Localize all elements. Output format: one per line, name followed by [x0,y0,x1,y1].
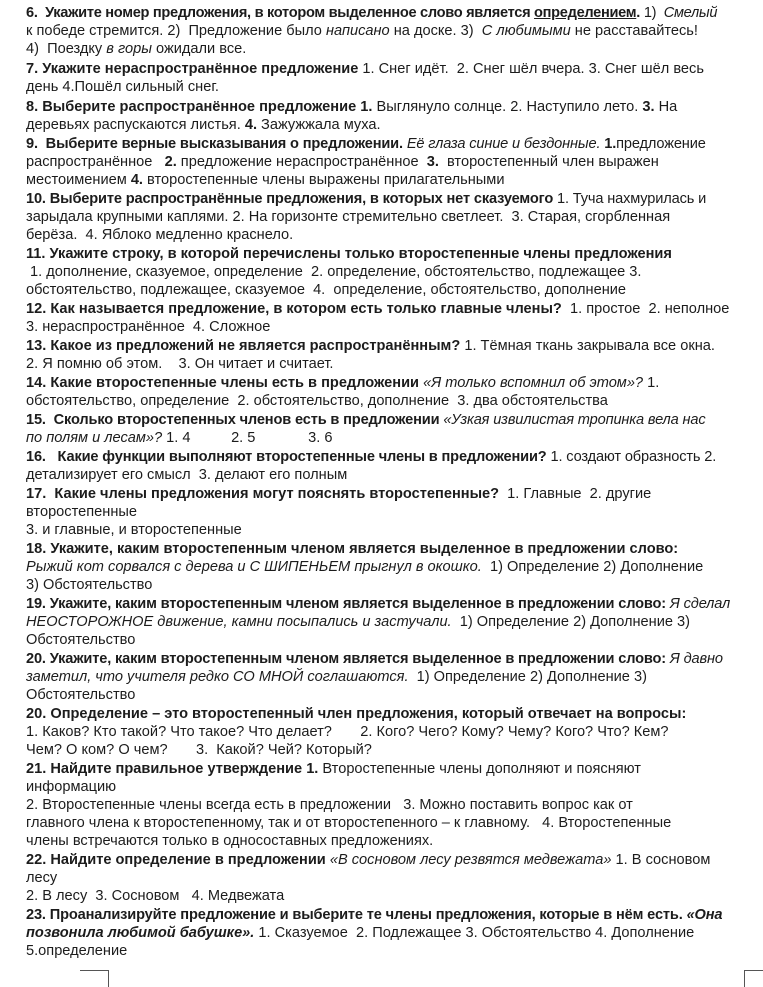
text-segment: в горы [106,41,152,57]
text-segment: второстепенные [26,504,137,520]
text-line [26,686,749,704]
text-line [26,263,749,281]
text-segment: Чем? О ком? О чем? 3. Какой? Чей? Который? [26,742,372,758]
text-line [26,613,749,631]
text-segment: Обстоятельство [26,632,136,648]
text-segment: 19. Укажите, каким второстепенным членом является выделенное в предложении слово: [26,596,670,612]
text-segment: 17. Какие члены предложения могут пояснять второстепенные? [26,486,500,502]
text-line [26,429,749,447]
text-segment: 1. Каков? Кто такой? Что такое? Что делает? 2. Кого? Чего? Кому? Чему? Кого? Что? Кем? [26,724,669,740]
text-line [26,60,749,78]
text-line [26,153,749,171]
text-segment: Я сделал [669,596,731,612]
text-segment: НЕОСТОРОЖНОЕ движение, камни посыпались и застучали. [26,614,452,630]
text-segment: на доске. 3) [389,23,482,39]
text-segment: 5.определение [26,943,128,959]
text-line [26,374,749,392]
text-segment: С любимыми [481,23,571,39]
text-segment: 7. Укажите нераспространённое предложение [26,61,359,77]
text-segment: 4) Поездку [26,41,107,57]
text-segment: Выглянуло солнце. 2. Наступило лето. [372,99,643,115]
text-line [26,814,749,832]
text-segment: 1. дополнение, сказуемое, определение 2. определение, обстоятельство, подлежащее 3. [26,264,642,280]
text-segment: «Я только вспомнил об этом»? [423,375,644,391]
text-segment: написано [325,23,390,39]
text-segment: 1. Туча нахмурилась и [553,191,707,207]
page-corner-mark-right [744,970,763,987]
text-segment: 18. Укажите, каким второстепенным членом является выделенное в предложении слово: [26,541,679,557]
text-line [26,558,749,576]
text-line [26,778,749,796]
text-segment: распространённое [26,154,165,170]
text-segment: 4. [244,117,257,133]
text-line [26,631,749,649]
text-line [26,171,749,189]
text-segment: не расставайтесь! [570,23,698,39]
text-line [26,832,749,850]
text-line [26,650,749,668]
text-segment: по полям и лесам»? [26,430,163,446]
text-line [26,942,749,960]
text-line [26,906,749,924]
text-line [26,411,749,429]
text-line [26,318,749,336]
text-segment: 20. Укажите, каким второстепенным членом является выделенное в предложении слово: [26,651,670,667]
text-segment: 1. 4 2. 5 3. 6 [162,430,333,446]
text-line [26,741,749,759]
text-segment: 23. Проанализируйте предложение и выберите те члены предложения, которые в нём есть. [26,907,687,923]
text-segment: «Узкая извилистая тропинка вела нас [443,412,706,428]
text-line [26,540,749,558]
text-line [26,98,749,116]
text-segment: 3. [642,99,655,115]
text-segment: 1. Тёмная ткань закрывала все окна. [460,338,715,354]
text-segment: 16. Какие функции выполняют второстепенные члены в предложении? [26,449,547,465]
text-segment: члены встречаются только в односоставных предложениях. [26,833,434,849]
text-line [26,300,749,318]
text-line [26,466,749,484]
text-segment: позвонила любимой бабушке». [26,925,255,941]
text-segment: 1. создают образность 2. [546,449,717,465]
text-line [26,281,749,299]
text-segment: Зажужжала муха. [257,117,381,133]
text-segment: местоимением [26,172,131,188]
text-line [26,924,749,942]
text-segment: 4. [130,172,143,188]
text-segment: обстоятельство, подлежащее, сказуемое 4. определение, обстоятельство, дополнение [26,282,627,298]
text-segment: 3. [426,154,439,170]
text-line [26,705,749,723]
text-segment: Я давно [669,651,723,667]
text-segment: 1) Определение 2) Дополнение 3) [408,669,647,685]
text-line [26,760,749,778]
text-line [26,78,749,96]
text-segment: 1. Сказуемое 2. Подлежащее 3. Обстоятельство 4. Дополнение [254,925,695,941]
text-segment: главного члена к второстепенному, так и от второстепенного – к главному. 4. Второстепенные [26,815,672,831]
text-line [26,355,749,373]
text-segment: На [654,99,678,115]
text-segment: второстепенные члены выражены прилагательными [142,172,505,188]
text-segment: зарыдала крупными каплями. 2. На горизонте стремительно светлеет. 3. Старая, сгорбленная [26,209,671,225]
text-segment: деревьях распускаются листья. [26,117,245,133]
text-segment: заметил, что учителя редко СО МНОЙ соглашаются. [26,669,409,685]
text-line [26,22,749,40]
text-segment: 21. Найдите правильное утверждение 1. [26,761,319,777]
text-line [26,485,749,503]
text-segment: 3) Обстоятельство [26,577,153,593]
text-segment: определением [534,5,637,21]
text-segment: 3. и главные, и второстепенные [26,522,242,538]
text-segment: 1. [604,136,617,152]
text-segment: 1. простое 2. неполное [561,301,730,317]
text-segment: обстоятельство, определение 2. обстоятельство, дополнение 3. два обстоятельства [26,393,608,409]
text-line [26,226,749,244]
text-segment: Второстепенные члены дополняют и поясняют [318,761,641,777]
text-segment: 2. Второстепенные члены всегда есть в предложении 3. Можно поставить вопрос как от [26,797,633,813]
text-segment: 14. Какие второстепенные члены есть в предложении [26,375,424,391]
text-line [26,4,749,22]
text-line [26,208,749,226]
text-segment: «Она [686,907,723,923]
text-line [26,595,749,613]
text-line [26,116,749,134]
text-segment: 1. В сосновом [611,852,711,868]
text-line [26,337,749,355]
text-segment: детализирует его смысл 3. делают его полным [26,467,348,483]
text-segment: лесу [26,870,58,886]
text-segment: информацию [26,779,117,795]
text-segment: 1) Определение 2) Дополнение 3) [451,614,691,630]
text-segment: 13. Какое из предложений не является распространённым? [26,338,461,354]
text-segment: 8. Выберите распространённое предложение 1. [26,99,373,115]
text-segment: предложение [616,136,706,152]
text-segment: 1) Определение 2) Дополнение [481,559,704,575]
text-line [26,448,749,466]
text-segment: «В сосновом лесу резвятся медвежата» [329,852,612,868]
text-line [26,576,749,594]
text-line [26,723,749,741]
text-line [26,245,749,263]
text-segment: Обстоятельство [26,687,136,703]
text-segment: 2. В лесу 3. Сосновом 4. Медвежата [26,888,285,904]
text-line [26,887,749,905]
text-segment: 2. Я помню об этом. 3. Он читает и считает. [26,356,334,372]
text-segment: 22. Найдите определение в предложении [26,852,330,868]
text-segment: второстепенный член выражен [438,154,659,170]
text-segment: 9. Выберите верные высказывания о предложении. [26,136,407,152]
text-segment: день 4.Пошёл сильный снег. [26,79,219,95]
text-line [26,503,749,521]
text-segment: 11. Укажите строку, в которой перечислены только второстепенные члены предложения [26,246,672,262]
text-line [26,521,749,539]
text-segment: Её глаза синие и бездонные. [406,136,605,152]
text-segment: 10. Выберите распространённые предложения, в которых нет сказуемого [26,191,554,207]
text-segment: 3. нераспространённое 4. Сложное [26,319,271,335]
text-segment: 1. Снег идёт. 2. Снег шёл вчера. 3. Снег шёл весь [358,61,704,77]
text-line [26,392,749,410]
text-segment: 6. Укажите номер предложения, в котором выделенное слово является [26,5,535,21]
text-segment: Рыжий кот сорвался с дерева и С ШИПЕНЬЕМ прыгнул в окошко. [26,559,482,575]
text-segment: Смелый [663,5,718,21]
text-line [26,796,749,814]
text-line [26,851,749,869]
text-line [26,668,749,686]
text-segment: 1. Главные 2. другие [499,486,652,502]
page-corner-mark-left [80,970,109,987]
text-segment: 20. Определение – это второстепенный член предложения, который отвечает на вопросы: [26,706,687,722]
text-segment: . [636,5,644,21]
text-line [26,135,749,153]
text-segment: ожидали все. [151,41,247,57]
text-line [26,190,749,208]
text-segment: берёза. 4. Яблоко медленно краснело. [26,227,294,243]
text-segment: к победе стремится. 2) Предложение было [26,23,326,39]
text-segment: 2. [164,154,177,170]
text-segment: 15. Сколько второстепенных членов есть в предложении [26,412,444,428]
text-segment: 12. Как называется предложение, в котором есть только главные члены? [26,301,562,317]
text-line [26,869,749,887]
text-line [26,40,749,58]
text-segment: 1. [643,375,660,391]
text-segment: 1) [643,5,664,21]
text-segment: предложение нераспространённое [176,154,427,170]
